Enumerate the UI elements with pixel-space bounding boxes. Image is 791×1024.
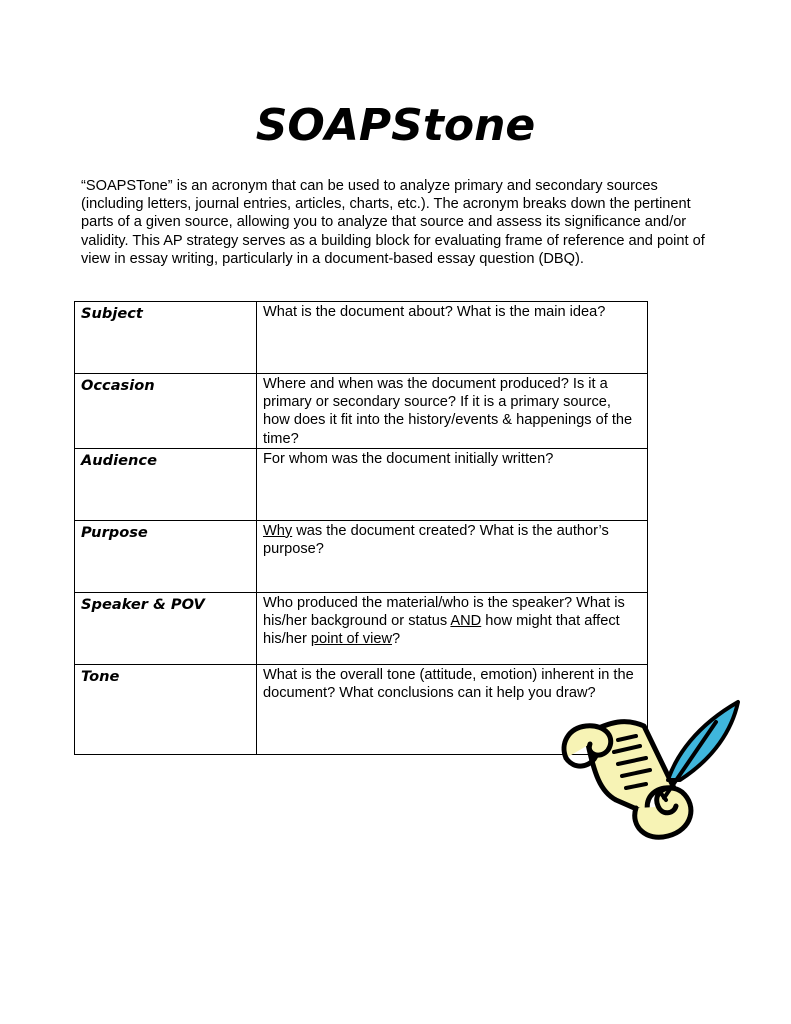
term-occasion: Occasion	[75, 374, 257, 449]
desc-occasion: Where and when was the document produced? Is it a primary or secondary source? If it is a primary source, how does it fit into the history/events & happenings of the time?	[257, 374, 648, 449]
desc-speaker-and: AND	[450, 613, 482, 630]
table-row-occasion	[75, 374, 648, 449]
soapstone-table	[74, 301, 648, 755]
term-tone: Tone	[75, 664, 257, 754]
desc-speaker-pov: point of view	[310, 631, 392, 648]
term-purpose: Purpose	[75, 520, 257, 592]
desc-purpose	[257, 520, 648, 592]
desc-speaker	[257, 592, 648, 664]
desc-speaker-part2: how might that affect his/her	[263, 613, 620, 648]
table-row-purpose	[75, 520, 648, 592]
term-speaker: Speaker & POV	[75, 592, 257, 664]
table-row-audience	[75, 448, 648, 520]
table-row-subject	[75, 302, 648, 374]
desc-speaker-part1: Who produced the material/who is the speaker? What is his/her background or status	[263, 594, 625, 630]
desc-audience: For whom was the document initially written?	[257, 448, 648, 520]
desc-purpose-rest: was the document created? What is the author’s purpose?	[263, 522, 609, 558]
page-title: SOAPStone	[255, 100, 536, 151]
scroll-and-quill-icon	[556, 696, 746, 846]
desc-subject: What is the document about? What is the main idea?	[257, 302, 648, 374]
table-row-speaker	[75, 592, 648, 664]
term-audience: Audience	[75, 448, 257, 520]
desc-purpose-underlined: Why	[263, 522, 293, 539]
intro-paragraph: “SOAPSTone” is an acronym that can be used to analyze primary and secondary sources (including letters, journal entries, articles, charts, etc.). The acronym breaks down the pertinent parts of a given source, allowing you to analyze that source and assess its significance and/or validity. This AP strategy serves as a building block for evaluating frame of reference and point of view in essay writing, particularly in a document-based essay question (DBQ).	[81, 178, 705, 267]
term-subject: Subject	[75, 302, 257, 374]
desc-speaker-part3: ?	[391, 631, 401, 648]
desc-tone: What is the overall tone (attitude, emotion) inherent in the document? What conclusions can it help you draw?	[257, 664, 648, 754]
